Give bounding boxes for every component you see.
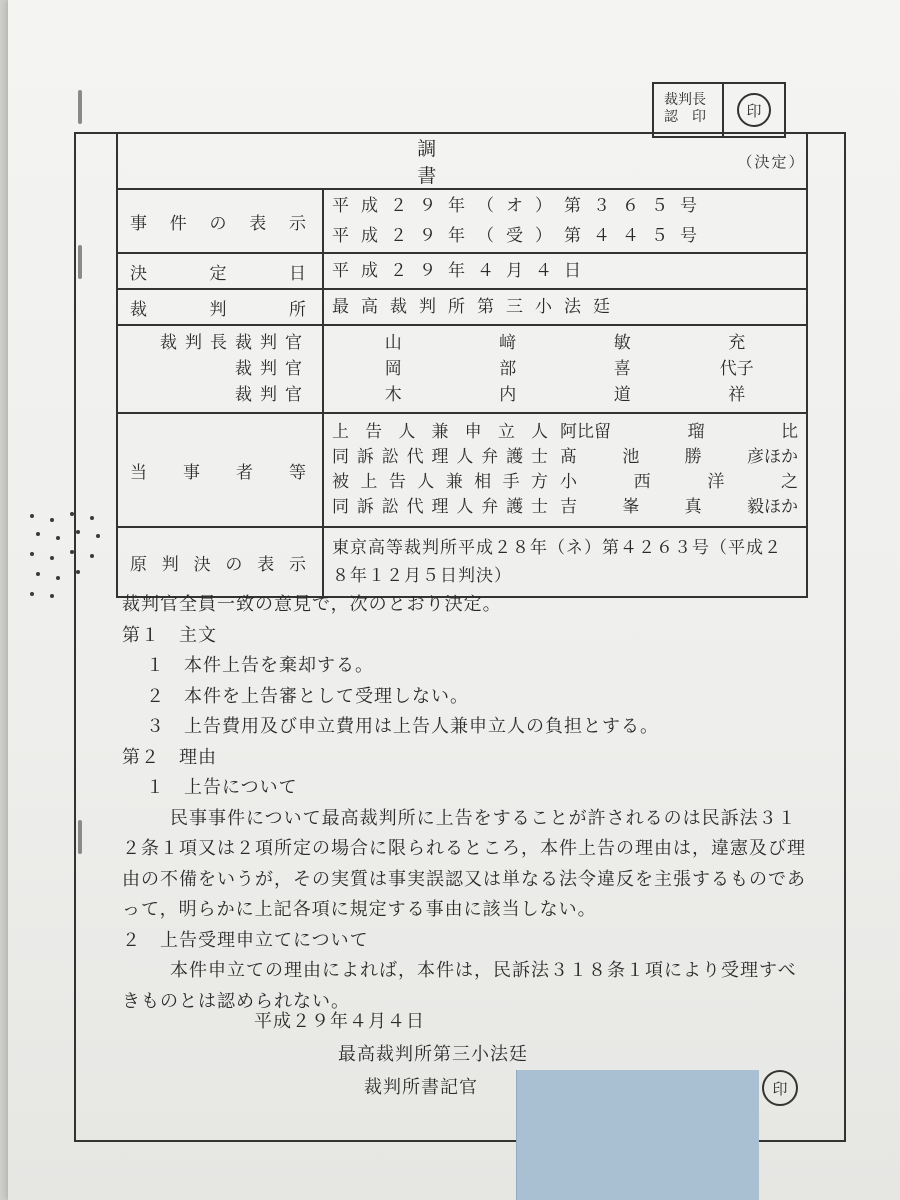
- section-heading: 第２ 理由: [122, 746, 217, 768]
- judge-name: 木 内 道 祥: [384, 385, 746, 405]
- case-value: 平成２９年（オ）第３６５号 平成２９年（受）第４４５号: [323, 189, 807, 253]
- intro-text: 裁判官全員一致の意見で，次のとおり決定。: [122, 594, 502, 615]
- reason-text: 民事事件について最高裁判所に上告をすることが許されるのは民訴法３１２条１項又は２項所定の場合に限られるところ，本件上告の理由は，違憲及び理由の不備をいうが，その実質は事実誤認又は単なる法令違反を主張するものであって，明らかに上記各項に規定する事由に該当しない。: [122, 807, 806, 920]
- judges-names: [323, 325, 807, 413]
- clerk-seal-icon: 印: [762, 1070, 798, 1106]
- original-judgment-label: 原判決の表示: [117, 527, 323, 597]
- party-entry: 上告人兼申立人 阿比留 瑠 比: [332, 422, 798, 442]
- footer-date: 平成２９年４月４日: [254, 1011, 425, 1032]
- court-value: 最高裁判所第三小法廷: [323, 289, 807, 325]
- decision-date-label: 決定日: [117, 253, 323, 289]
- record-title-cell: [117, 133, 807, 189]
- judge-name: 岡 部 喜 代子: [384, 359, 754, 379]
- judges-label: 裁判長裁判官 裁判官 裁判官: [117, 325, 323, 413]
- order-item: ２ 本件を上告審として受理しない。: [146, 685, 469, 707]
- party-entry: 被上告人兼相手方 小 西 洋 之: [332, 472, 798, 492]
- reason-heading: １ 上告について: [146, 777, 298, 798]
- order-item: ３ 上告費用及び申立費用は上告人兼申立人の負担とする。: [146, 716, 659, 737]
- chief-judge-approval-box: [652, 82, 786, 138]
- party-entry: 同訴訟代理人弁護士 髙 池 勝 彦ほか: [332, 447, 798, 467]
- party-entry: 同訴訟代理人弁護士 吉 峯 真 毅ほか: [332, 497, 798, 517]
- parties-label: 当事者等: [117, 413, 323, 527]
- seal-icon: 印: [737, 93, 771, 127]
- judge-name: 山 﨑 敏 充: [384, 333, 746, 353]
- case-label: 事件の表示: [117, 189, 323, 253]
- footer-court: 最高裁判所第三小法廷: [338, 1044, 528, 1065]
- decision-body: [122, 590, 812, 1017]
- reason-heading: ２ 上告受理申立てについて: [122, 929, 369, 951]
- order-item: １ 本件上告を棄却する。: [146, 655, 374, 676]
- decision-date-value: 平成２９年４月４日: [323, 253, 807, 289]
- record-title: 調 書: [417, 138, 756, 187]
- footer-clerk: 裁判所書記官: [364, 1077, 478, 1098]
- record-table: [116, 132, 808, 598]
- parties-list: [323, 413, 807, 527]
- record-subtitle: （決定）: [737, 152, 806, 171]
- court-label: 裁判所: [117, 289, 323, 325]
- section-heading: 第１ 主文: [122, 624, 217, 646]
- binder-mark: [78, 90, 82, 124]
- approval-label: 裁判長 認 印: [654, 84, 724, 136]
- reason-text: 本件申立ての理由によれば，本件は，民訴法３１８条１項により受理すべきものとは認められない。: [122, 960, 797, 1012]
- original-judgment-value: 東京高等裁判所平成２８年（ネ）第４２６３号（平成２８年１２月５日判決）: [323, 527, 807, 597]
- redaction-sticky-note: [516, 1070, 759, 1200]
